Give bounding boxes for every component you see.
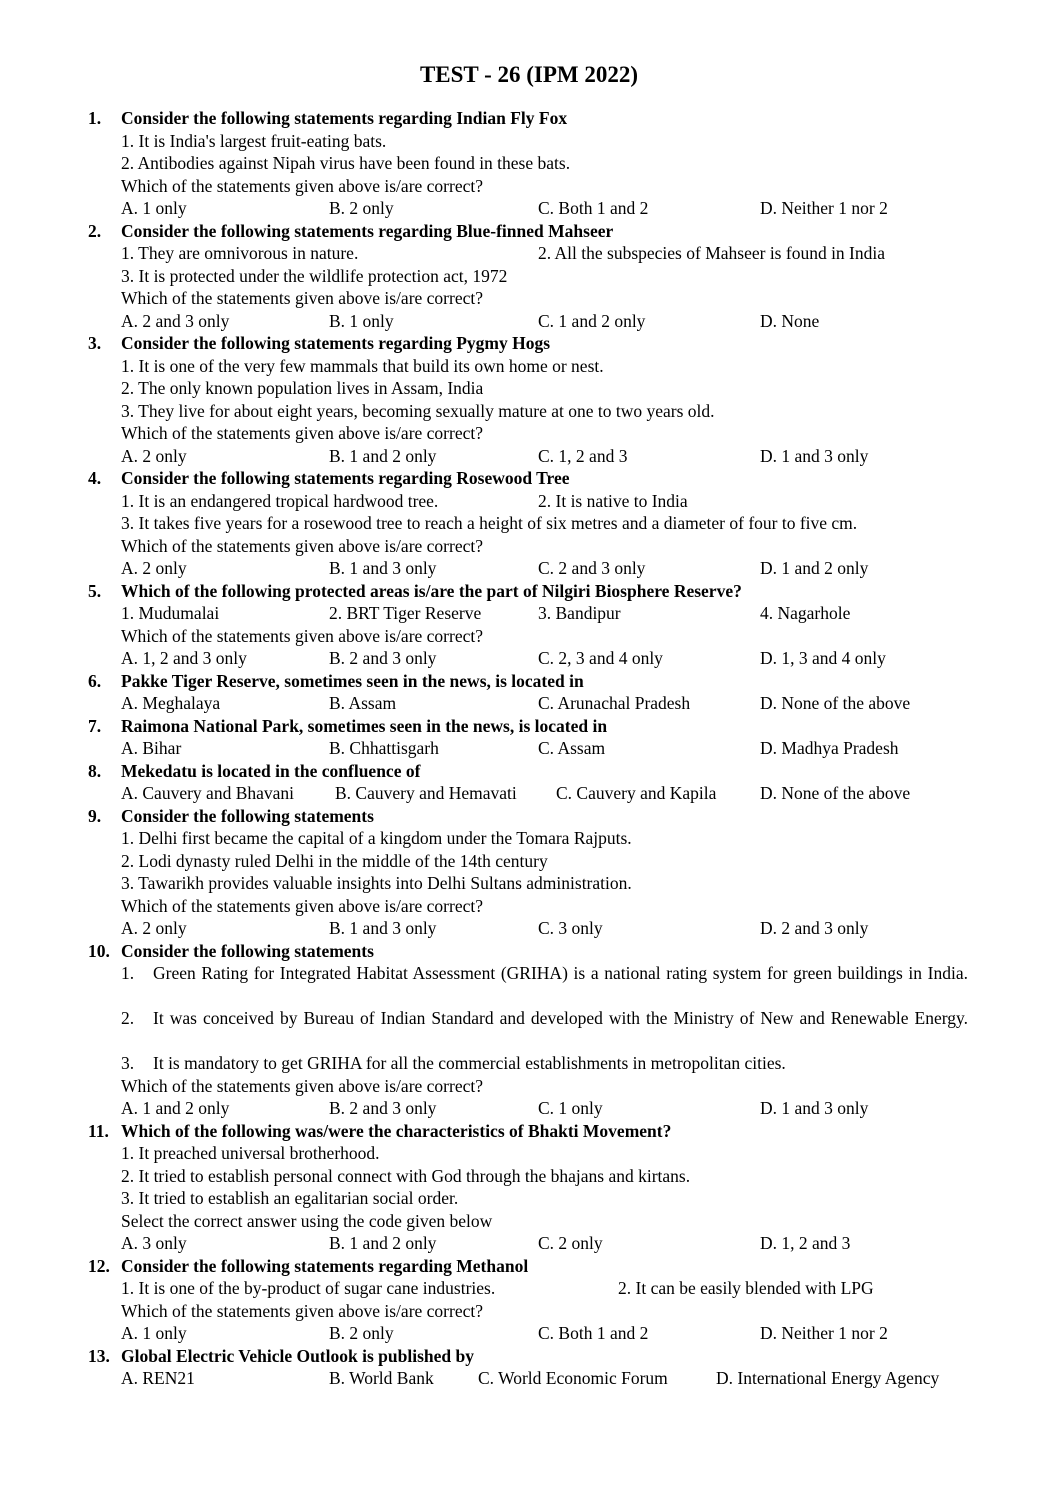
numbered-statement xyxy=(0,1052,1058,1075)
statement: 1. It is one of the very few mammals that build its own home or nest. xyxy=(121,355,604,376)
question-text: Mekedatu is located in the confluence of xyxy=(121,760,421,781)
option-a: A. 1 only xyxy=(121,1323,187,1343)
options-row xyxy=(0,782,1058,805)
statement: 2. The only known population lives in Assam, India xyxy=(121,378,484,398)
option-c: C. 1 only xyxy=(538,1098,603,1118)
option-d: D. 1 and 3 only xyxy=(760,1098,869,1118)
question-5-header xyxy=(0,580,1058,603)
question-2-header xyxy=(0,220,1058,243)
question-text: Consider the following statements regarding Pygmy Hogs xyxy=(121,333,551,353)
question-13-header xyxy=(0,1345,1058,1368)
question-8-header xyxy=(0,760,1058,783)
option-b: B. Assam xyxy=(329,693,397,713)
question-number: 8. xyxy=(88,760,102,781)
option-d: D. 2 and 3 only xyxy=(760,918,869,938)
statement: 3. Bandipur xyxy=(538,603,621,623)
option-d: D. 1 and 2 only xyxy=(760,558,869,578)
question-1-header xyxy=(0,107,1058,130)
question-number: 11. xyxy=(88,1120,109,1141)
statement: Green Rating for Integrated Habitat Assessment (GRIHA) is a national rating system for green buildings in India. xyxy=(153,963,968,983)
question-text: Raimona National Park, sometimes seen in the news, is located in xyxy=(121,715,608,736)
question-text: Consider the following statements regarding Indian Fly Fox xyxy=(121,108,568,128)
statement: 2. Lodi dynasty ruled Delhi in the middle of the 14th century xyxy=(121,850,548,871)
question-prompt: Which of the statements given above is/are correct? xyxy=(121,175,483,196)
option-c: C. 2 only xyxy=(538,1233,603,1253)
question-text: Consider the following statements xyxy=(121,805,374,826)
option-a: A. 1 and 2 only xyxy=(121,1098,230,1118)
option-b: B. 1 and 3 only xyxy=(329,918,437,938)
option-c: C. 3 only xyxy=(538,918,603,938)
statement-number: 1. xyxy=(121,963,135,983)
option-d: D. 1 and 3 only xyxy=(760,445,869,466)
option-b: B. 2 only xyxy=(329,198,394,218)
question-list xyxy=(0,107,1058,1390)
statement: 1. It is India's largest fruit-eating bats. xyxy=(121,130,387,151)
question-number: 2. xyxy=(88,220,102,241)
statement: 1. Delhi first became the capital of a kingdom under the Tomara Rajputs. xyxy=(121,828,632,848)
option-b: B. 2 only xyxy=(329,1323,394,1343)
question-number: 10. xyxy=(88,940,110,961)
option-d: D. None of the above xyxy=(760,783,911,803)
statement: 1. They are omnivorous in nature. xyxy=(121,243,359,263)
option-b: B. 2 and 3 only xyxy=(329,1098,437,1118)
option-c: C. Cauvery and Kapila xyxy=(556,783,717,803)
question-text: Global Electric Vehicle Outlook is published by xyxy=(121,1345,474,1366)
question-12-header xyxy=(0,1255,1058,1278)
statement: 2. All the subspecies of Mahseer is found in India xyxy=(538,243,886,263)
option-b: B. 1 only xyxy=(329,310,394,331)
option-c: C. Both 1 and 2 xyxy=(538,198,649,218)
option-a: A. REN21 xyxy=(121,1368,195,1388)
question-text: Pakke Tiger Reserve, sometimes seen in the news, is located in xyxy=(121,670,584,691)
options-row xyxy=(0,1322,1058,1345)
option-d: D. Madhya Pradesh xyxy=(760,738,899,758)
options-row xyxy=(0,197,1058,220)
options-row xyxy=(0,557,1058,580)
option-a: A. Cauvery and Bhavani xyxy=(121,783,295,803)
statement: 3. It is protected under the wildlife protection act, 1972 xyxy=(121,265,508,286)
statement: 2. It can be easily blended with LPG xyxy=(618,1278,874,1298)
question-prompt: Which of the statements given above is/are correct? xyxy=(121,1300,483,1321)
option-d: D. International Energy Agency xyxy=(716,1368,940,1388)
question-number: 6. xyxy=(88,670,102,691)
question-text: Consider the following statements regarding Methanol xyxy=(121,1255,529,1276)
statement: 2. BRT Tiger Reserve xyxy=(329,603,482,623)
question-text: Which of the following was/were the characteristics of Bhakti Movement? xyxy=(121,1120,672,1141)
option-a: A. 3 only xyxy=(121,1233,187,1253)
question-prompt: Which of the statements given above is/are correct? xyxy=(121,535,483,556)
question-number: 12. xyxy=(88,1255,110,1276)
option-d: D. 1, 3 and 4 only xyxy=(760,648,886,668)
options-row xyxy=(0,310,1058,333)
options-row xyxy=(0,445,1058,468)
option-c: C. 2, 3 and 4 only xyxy=(538,648,663,668)
option-c: C. Arunachal Pradesh xyxy=(538,693,691,713)
option-b: B. Chhattisgarh xyxy=(329,738,439,758)
option-c: C. 1, 2 and 3 xyxy=(538,445,628,466)
question-4-header xyxy=(0,467,1058,490)
statement: 3. They live for about eight years, becoming sexually mature at one to two years old. xyxy=(121,400,715,421)
question-number: 13. xyxy=(88,1345,110,1366)
option-b: B. World Bank xyxy=(329,1368,434,1388)
options-row xyxy=(0,692,1058,715)
option-a: A. Bihar xyxy=(121,738,182,758)
statement: 3. Tawarikh provides valuable insights into Delhi Sultans administration. xyxy=(121,873,632,893)
question-11-header xyxy=(0,1120,1058,1143)
statement: 1. It preached universal brotherhood. xyxy=(121,1143,380,1163)
question-number: 4. xyxy=(88,468,102,488)
question-3-header xyxy=(0,332,1058,355)
option-b: B. Cauvery and Hemavati xyxy=(335,783,517,803)
question-number: 3. xyxy=(88,333,102,353)
question-prompt: Which of the statements given above is/are correct? xyxy=(121,895,483,916)
statement: 1. Mudumalai xyxy=(121,603,220,623)
question-prompt: Which of the statements given above is/are correct? xyxy=(121,288,483,308)
option-a: A. 1, 2 and 3 only xyxy=(121,648,247,668)
statement: 2. It tried to establish personal connect with God through the bhajans and kirtans. xyxy=(121,1165,691,1186)
statement: 2. It is native to India xyxy=(538,490,688,511)
numbered-statement xyxy=(0,962,1058,1007)
options-row xyxy=(0,917,1058,940)
options-row xyxy=(0,1232,1058,1255)
option-c: C. Both 1 and 2 xyxy=(538,1323,649,1343)
option-a: A. 1 only xyxy=(121,198,187,218)
option-a: A. 2 only xyxy=(121,918,187,938)
option-d: D. Neither 1 nor 2 xyxy=(760,198,888,218)
numbered-statement xyxy=(0,1007,1058,1052)
question-prompt: Select the correct answer using the code given below xyxy=(121,1210,493,1231)
option-c: C. Assam xyxy=(538,738,606,758)
question-6-header xyxy=(0,670,1058,693)
option-c: C. 2 and 3 only xyxy=(538,558,646,578)
question-number: 9. xyxy=(88,805,102,826)
statement: 4. Nagarhole xyxy=(760,603,851,623)
option-b: B. 1 and 2 only xyxy=(329,445,437,466)
option-c: C. World Economic Forum xyxy=(478,1368,668,1388)
statement: 1. It is an endangered tropical hardwood tree. xyxy=(121,490,439,511)
page-title: TEST - 26 (IPM 2022) xyxy=(419,62,639,87)
question-number: 7. xyxy=(88,715,102,736)
option-a: A. 2 only xyxy=(121,558,187,578)
statement-number: 3. xyxy=(121,1053,135,1073)
question-text: Which of the following protected areas is/are the part of Nilgiri Biosphere Reserve? xyxy=(121,580,742,601)
option-a: A. 2 and 3 only xyxy=(121,310,230,331)
question-7-header xyxy=(0,715,1058,738)
option-d: D. 1, 2 and 3 xyxy=(760,1233,851,1253)
question-prompt: Which of the statements given above is/are correct? xyxy=(121,1075,483,1096)
statement-number: 2. xyxy=(121,1008,135,1028)
options-row xyxy=(0,1097,1058,1120)
question-10-header xyxy=(0,940,1058,963)
question-number: 5. xyxy=(88,580,102,601)
option-a: A. Meghalaya xyxy=(121,693,221,713)
statement: 3. It takes five years for a rosewood tree to reach a height of six metres and a diameter of four to five cm. xyxy=(121,513,858,533)
option-b: B. 1 and 2 only xyxy=(329,1233,437,1253)
statement: It is mandatory to get GRIHA for all the commercial establishments in metropolitan cities. xyxy=(153,1053,786,1073)
question-prompt: Which of the statements given above is/are correct? xyxy=(121,423,483,443)
question-text: Consider the following statements regarding Blue-finned Mahseer xyxy=(121,220,614,241)
statement: It was conceived by Bureau of Indian Standard and developed with the Ministry of New and Renewable Energy. xyxy=(153,1008,968,1028)
statement: 2. Antibodies against Nipah virus have been found in these bats. xyxy=(121,153,571,173)
statement: 1. It is one of the by-product of sugar cane industries. xyxy=(121,1278,496,1298)
question-9-header xyxy=(0,805,1058,828)
option-b: B. 1 and 3 only xyxy=(329,558,437,578)
options-row xyxy=(0,737,1058,760)
statement: 3. It tried to establish an egalitarian social order. xyxy=(121,1188,459,1208)
question-prompt: Which of the statements given above is/are correct? xyxy=(121,625,483,646)
option-d: D. None of the above xyxy=(760,693,911,713)
question-text: Consider the following statements xyxy=(121,940,374,961)
options-row xyxy=(0,647,1058,670)
option-c: C. 1 and 2 only xyxy=(538,310,646,331)
option-b: B. 2 and 3 only xyxy=(329,648,437,668)
question-number: 1. xyxy=(88,108,102,128)
option-d: D. Neither 1 nor 2 xyxy=(760,1323,888,1343)
options-row xyxy=(0,1367,1058,1390)
option-a: A. 2 only xyxy=(121,445,187,466)
question-text: Consider the following statements regarding Rosewood Tree xyxy=(121,468,570,488)
option-d: D. None xyxy=(760,310,820,331)
